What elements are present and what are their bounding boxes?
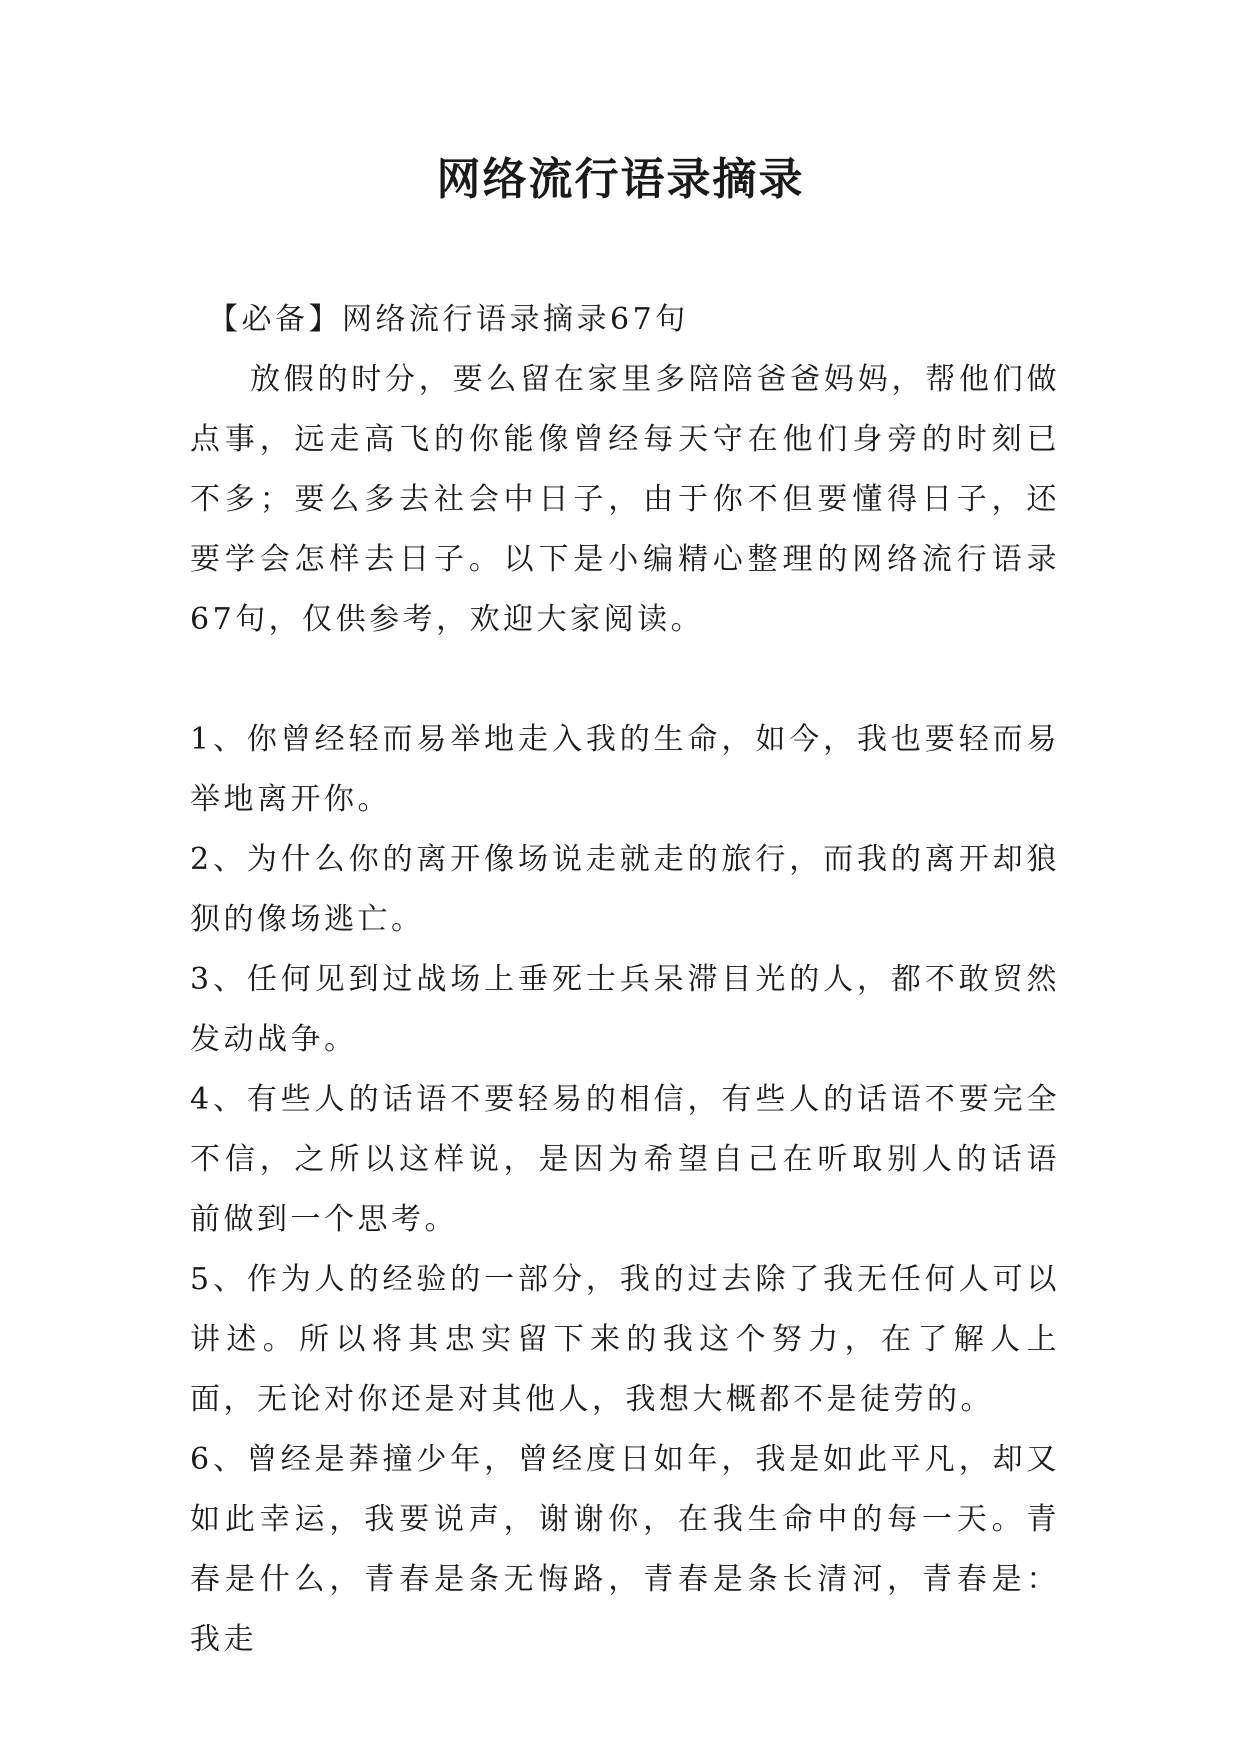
list-item: 4、有些人的话语不要轻易的相信，有些人的话语不要完全不信，之所以这样说，是因为希望自己在听取别人的话语前做到一个思考。 (190, 1082, 1060, 1237)
intro-paragraph: 放假的时分，要么留在家里多陪陪爸爸妈妈，帮他们做点事，远走高飞的你能像曾经每天守在他们身旁的时刻已不多；要么多去社会中日子，由于你不但要懂得日子，还要学会怎样去日子。以下是小编精心整理的网络流行语录67句，仅供参考，欢迎大家阅读。 (190, 362, 1060, 637)
list-item: 1、你曾经轻而易举地走入我的生命，如今，我也要轻而易举地离开你。 (190, 722, 1060, 817)
list-item: 5、作为人的经验的一部分，我的过去除了我无任何人可以讲述。所以将其忠实留下来的我这个努力，在了解人上面，无论对你还是对其他人，我想大概都不是徒劳的。 (190, 1262, 1060, 1417)
list-item: 6、曾经是莽撞少年，曾经度日如年，我是如此平凡，却又如此幸运，我要说声，谢谢你，在我生命中的每一天。青春是什么，青春是条无悔路，青春是条长清河，青春是：我走 (190, 1442, 1060, 1657)
list-item: 2、为什么你的离开像场说走就走的旅行，而我的离开却狼狈的像场逃亡。 (190, 842, 1060, 937)
document-body (190, 290, 1060, 1670)
document-title: 网络流行语录摘录 (436, 154, 805, 205)
document-subtitle: 【必备】网络流行语录摘录67句 (208, 302, 689, 337)
list-item: 3、任何见到过战场上垂死士兵呆滞目光的人，都不敢贸然发动战争。 (190, 962, 1060, 1057)
